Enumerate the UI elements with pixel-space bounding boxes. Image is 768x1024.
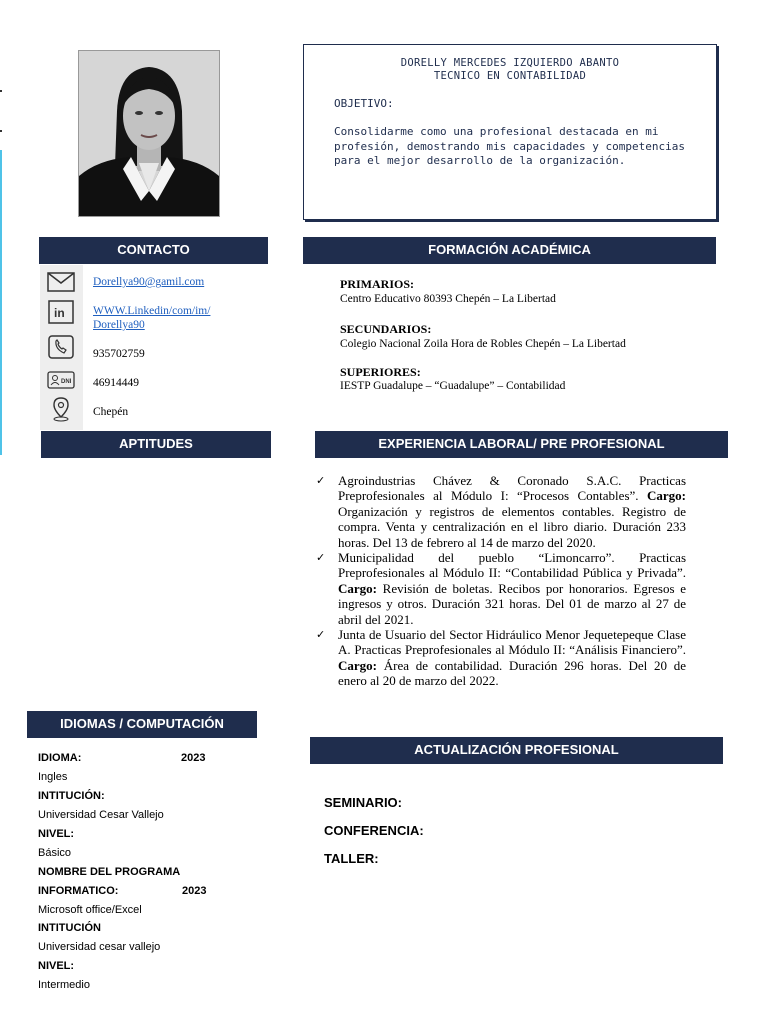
section-contacto: CONTACTO <box>39 237 268 264</box>
experience-item: ✓ Municipalidad del pueblo “Limoncarro”. Practicas Preprofesionales al Módulo II: “Contabilidad Pública y Privada”. Cargo: Revisión de boletas. Recibos por honorarios. Egresos e ingresos y otros. Duración 321 horas. Del 01 de marzo al 27 de abril del 2021. <box>316 550 686 627</box>
edge-mark <box>0 130 2 132</box>
primary-label: PRIMARIOS: <box>340 277 414 291</box>
institucion2-label: INTITUCIÓN <box>38 922 101 934</box>
programa-label-2: INFORMATICO: <box>38 885 119 897</box>
svg-text:DNI: DNI <box>61 379 72 385</box>
phone-number: 935702759 <box>93 348 145 360</box>
svg-text:in: in <box>54 306 65 320</box>
nivel-value: Básico <box>38 847 72 859</box>
experience-list <box>316 473 686 689</box>
objective-text: Consolidarme como una profesional destacada en mi profesión, demostrando mis capacidades y competencias para el mejor desarrollo de la organización. <box>334 125 685 167</box>
section-aptitudes: APTITUDES <box>41 431 271 458</box>
phone-icon <box>47 334 75 360</box>
email-link[interactable]: Dorellya90@gamil.com <box>93 276 205 288</box>
programa-value: Microsoft office/Excel <box>38 904 142 916</box>
linkedin-icon <box>47 299 75 325</box>
objective-box <box>303 44 717 220</box>
dni-icon <box>47 367 75 393</box>
location-icon <box>47 396 75 422</box>
section-actualizacion: ACTUALIZACIÓN PROFESIONAL <box>310 737 723 764</box>
secondary-text: Colegio Nacional Zoila Hora de Robles Chepén – La Libertad <box>340 338 626 350</box>
section-idiomas: IDIOMAS / COMPUTACIÓN <box>27 711 257 738</box>
nivel2-label: NIVEL: <box>38 960 75 972</box>
institucion-value: Universidad Cesar Vallejo <box>38 809 164 821</box>
section-formacion: FORMACIÓN ACADÉMICA <box>303 237 716 264</box>
linkedin-link[interactable]: WWW.Linkedin/com/im/ Dorellya90 <box>93 305 211 331</box>
programa-label: NOMBRE DEL PROGRAMA <box>38 866 181 878</box>
idioma-value: Ingles <box>38 771 68 783</box>
programa-year: 2023 <box>182 885 207 897</box>
profession-title: TECNICO EN CONTABILIDAD <box>433 70 587 82</box>
email-icon <box>47 269 75 295</box>
nivel2-value: Intermedio <box>38 979 90 991</box>
objective-heading: OBJETIVO: <box>334 97 394 110</box>
institucion-label: INTITUCIÓN: <box>38 790 105 802</box>
primary-text: Centro Educativo 80393 Chepén – La Libertad <box>340 293 556 305</box>
dni-number: 46914449 <box>93 377 139 389</box>
taller-label: TALLER: <box>324 851 379 866</box>
checkmark-icon: ✓ <box>316 551 326 565</box>
seminario-label: SEMINARIO: <box>324 795 402 810</box>
superior-text: IESTP Guadalupe – “Guadalupe” – Contabilidad <box>340 380 566 392</box>
nivel-label: NIVEL: <box>38 828 75 840</box>
full-name: DORELLY MERCEDES IZQUIERDO ABANTO <box>400 57 620 69</box>
section-experiencia: EXPERIENCIA LABORAL/ PRE PROFESIONAL <box>315 431 728 458</box>
checkmark-icon: ✓ <box>316 628 326 642</box>
idioma-label: IDIOMA: <box>38 752 82 764</box>
checkmark-icon: ✓ <box>316 474 326 487</box>
profile-photo <box>78 50 220 217</box>
secondary-label: SECUNDARIOS: <box>340 322 432 336</box>
experience-item: ✓ Junta de Usuario del Sector Hidráulico Menor Jequetepeque Clase A. Practicas Preprofesionales al Módulo II: “Análisis Financiero”. Cargo: Área de contabilidad. Duración 296 horas. Del 20 de enero al 20 de marzo del 2022. <box>316 627 686 689</box>
institucion2-value: Universidad cesar vallejo <box>38 941 161 953</box>
location-text: Chepén <box>93 406 129 418</box>
conferencia-label: CONFERENCIA: <box>324 823 424 838</box>
edge-accent-line <box>0 150 2 455</box>
edge-mark <box>0 90 2 92</box>
experience-item: ✓ Agroindustrias Chávez & Coronado S.A.C. Practicas Preprofesionales al Módulo I: “Procesos Contables”. Cargo: Organización y registros de elementos contables. Registro de compra. Venta y centralización en el libro diario. Duración 233 horas. Del 13 de febrero al 14 de marzo del 2020. <box>316 473 686 550</box>
idioma-year: 2023 <box>181 752 206 764</box>
superior-label: SUPERIORES: <box>340 365 421 379</box>
